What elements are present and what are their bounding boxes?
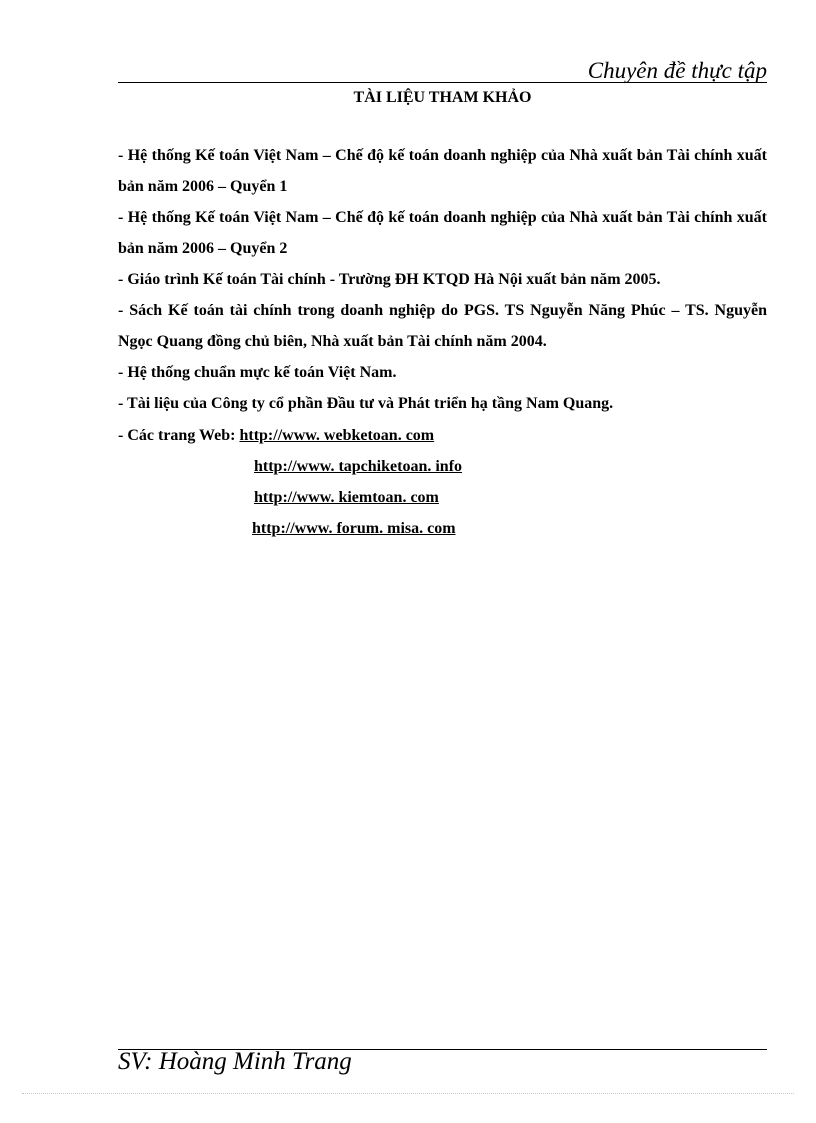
website-row (252, 513, 816, 544)
page-bottom-divider (22, 1093, 794, 1094)
website-list (118, 420, 767, 544)
website-row (254, 451, 816, 482)
website-link[interactable]: http://www. webketoan. com (239, 427, 435, 444)
website-label: - Các trang Web: (118, 427, 240, 444)
reference-item: - Hệ thống Kế toán Việt Nam – Chế độ kế toán doanh nghiệp của Nhà xuất bản Tài chính xuất bản năm 2006 – Quyển 2 (118, 209, 767, 257)
header-rule (118, 82, 767, 83)
reference-item: - Hệ thống chuẩn mực kế toán Việt Nam. (118, 364, 397, 381)
header-title: Chuyên đề thực tập (587, 58, 767, 83)
website-link[interactable]: http://www. forum. misa. com (252, 520, 456, 537)
website-row (254, 482, 816, 513)
reference-item: - Tài liệu của Công ty cổ phần Đầu tư và Phát triển hạ tầng Nam Quang. (118, 395, 614, 412)
reference-item: - Sách Kế toán tài chính trong doanh nghiệp do PGS. TS Nguyễn Năng Phúc – TS. Nguyễn Ngọc Quang đồng chủ biên, Nhà xuất bản Tài chính năm 2004. (118, 302, 767, 350)
document-title: TÀI LIỆU THAM KHẢO (353, 89, 532, 106)
footer-author: SV: Hoàng Minh Trang (118, 1048, 352, 1075)
reference-list (118, 140, 767, 419)
website-link[interactable]: http://www. tapchiketoan. info (254, 458, 463, 475)
website-link[interactable]: http://www. kiemtoan. com (254, 489, 439, 506)
website-row (118, 420, 767, 451)
reference-item: - Giáo trình Kế toán Tài chính - Trường ĐH KTQD Hà Nội xuất bản năm 2005. (118, 271, 661, 288)
reference-item: - Hệ thống Kế toán Việt Nam – Chế độ kế toán doanh nghiệp của Nhà xuất bản Tài chính xuất bản năm 2006 – Quyển 1 (118, 147, 767, 195)
